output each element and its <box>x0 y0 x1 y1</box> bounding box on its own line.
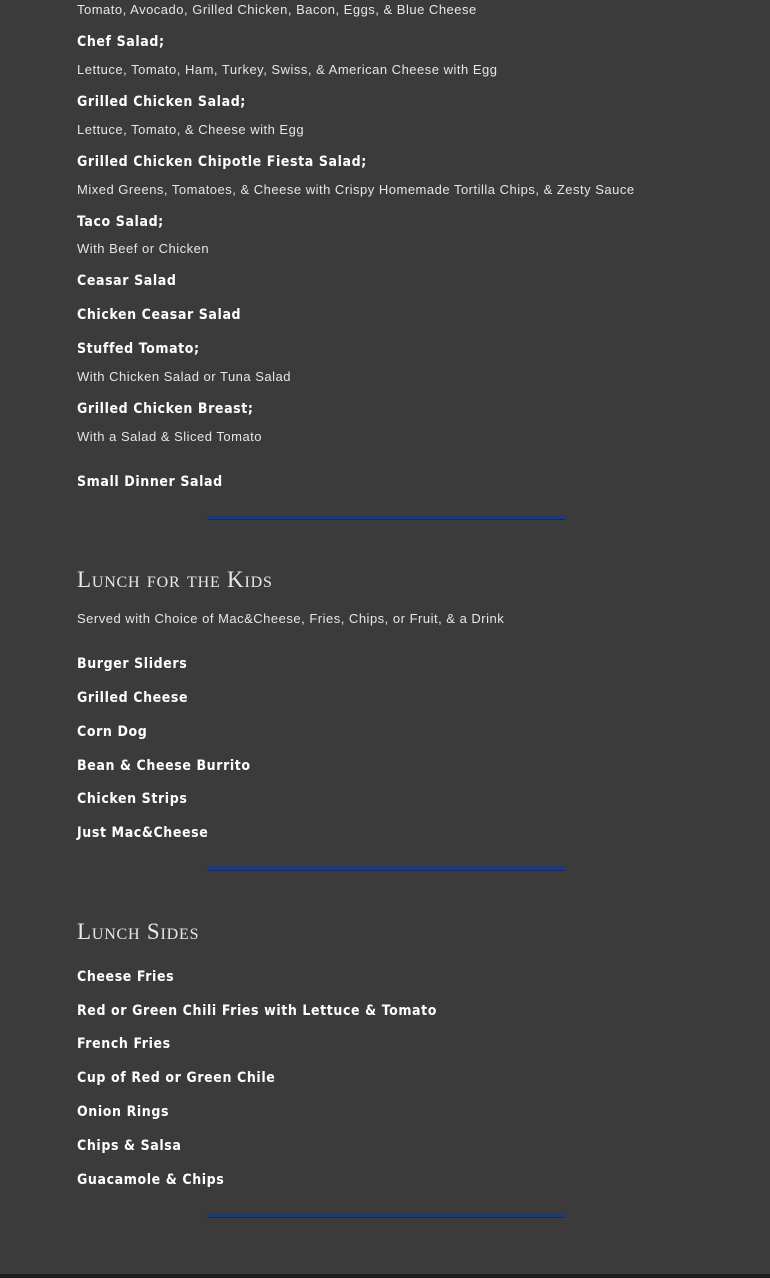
menu-item-name: Taco Salad; <box>77 214 164 230</box>
salad-description: With a Salad & Sliced Tomato <box>77 429 263 444</box>
menu-item-name: Grilled Chicken Breast; <box>77 401 254 417</box>
salad-description: Tomato, Avocado, Grilled Chicken, Bacon, Eggs, & Blue Cheese <box>77 2 477 17</box>
section-divider <box>207 866 565 870</box>
salad-description: Lettuce, Tomato, Ham, Turkey, Swiss, & American Cheese with Egg <box>77 62 498 77</box>
side-menu-item: Chips & Salsa <box>77 1138 182 1154</box>
salad-description: With Beef or Chicken <box>77 241 210 256</box>
side-menu-item: Onion Rings <box>77 1104 170 1120</box>
menu-item-name: Chicken Ceasar Salad <box>77 307 242 323</box>
section-subtitle-kids: Served with Choice of Mac&Cheese, Fries, Chips, or Fruit, & a Drink <box>77 611 505 626</box>
salad-description: Lettuce, Tomato, & Cheese with Egg <box>77 122 305 137</box>
menu-item-name: Small Dinner Salad <box>77 474 223 490</box>
side-menu-item: French Fries <box>77 1036 171 1052</box>
kids-menu-item: Chicken Strips <box>77 791 188 807</box>
menu-item-name: Chef Salad; <box>77 34 165 50</box>
kids-menu-item: Grilled Cheese <box>77 690 189 706</box>
salad-description: With Chicken Salad or Tuna Salad <box>77 369 291 384</box>
footer-edge <box>0 1274 770 1278</box>
kids-menu-item: Burger Sliders <box>77 656 188 672</box>
side-menu-item: Guacamole & Chips <box>77 1172 225 1188</box>
section-heading-kids: Lunch for the Kids <box>77 567 273 592</box>
section-divider <box>207 515 565 519</box>
section-divider <box>207 1213 565 1217</box>
kids-menu-item: Corn Dog <box>77 724 148 740</box>
side-menu-item: Red or Green Chili Fries with Lettuce & Tomato <box>77 1003 438 1019</box>
side-menu-item: Cup of Red or Green Chile <box>77 1070 276 1086</box>
menu-item-name: Stuffed Tomato; <box>77 341 200 357</box>
menu-item-name: Ceasar Salad <box>77 273 177 289</box>
side-menu-item: Cheese Fries <box>77 969 175 985</box>
section-heading-sides: Lunch Sides <box>77 919 200 944</box>
menu-item-name: Grilled Chicken Salad; <box>77 94 246 110</box>
salad-description: Mixed Greens, Tomatoes, & Cheese with Crispy Homemade Tortilla Chips, & Zesty Sauce <box>77 182 635 197</box>
menu-item-name: Grilled Chicken Chipotle Fiesta Salad; <box>77 154 367 170</box>
kids-menu-item: Just Mac&Cheese <box>77 825 209 841</box>
kids-menu-item: Bean & Cheese Burrito <box>77 758 251 774</box>
